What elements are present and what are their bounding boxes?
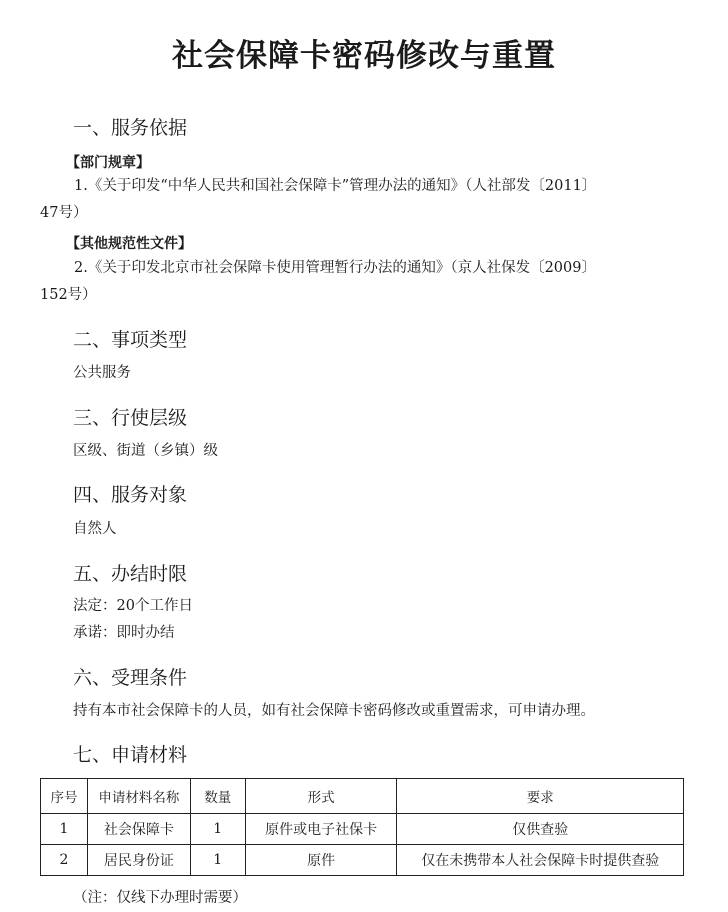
time-limit-statutory: 法定：20个工作日 (73, 598, 193, 614)
basis-item-1-line-2: 47号） (40, 205, 88, 221)
section-heading-basis: 一、服务依据 (73, 117, 188, 139)
time-limit-promised: 承诺：即时办结 (73, 625, 175, 641)
cell-material-name: 居民身份证 (87, 845, 190, 876)
cell-form: 原件或电子社保卡 (245, 814, 397, 845)
section-heading-type: 二、事项类型 (73, 329, 188, 351)
column-header-form: 形式 (245, 779, 397, 814)
materials-note: （注：仅线下办理时需要） (73, 890, 247, 906)
group-label-regulations: 【部门规章】 (66, 155, 150, 171)
cell-material-name: 社会保障卡 (87, 814, 190, 845)
section-heading-conditions: 六、受理条件 (73, 667, 188, 689)
basis-item-1 (40, 173, 688, 227)
basis-item-1-line-1: 1.《关于印发“中华人民共和国社会保障卡”管理办法的通知》（人社部发〔2011〕 (74, 178, 597, 194)
section-heading-level: 三、行使层级 (73, 407, 188, 429)
cell-index: 1 (41, 814, 88, 845)
basis-item-2 (40, 255, 688, 309)
basis-item-2-line-2: 152号） (40, 287, 97, 303)
table-row (41, 814, 684, 845)
group-label-other-documents: 【其他规范性文件】 (66, 236, 192, 252)
table-row (41, 845, 684, 876)
conditions-value: 持有本市社会保障卡的人员，如有社会保障卡密码修改或重置需求，可申请办理。 (73, 703, 595, 719)
cell-quantity: 1 (190, 814, 245, 845)
cell-form: 原件 (245, 845, 397, 876)
cell-index: 2 (41, 845, 88, 876)
section-heading-time-limit: 五、办结时限 (73, 563, 188, 585)
materials-table (40, 778, 684, 876)
cell-requirement: 仅在未携带本人社会保障卡时提供查验 (397, 845, 684, 876)
table-header-row (41, 779, 684, 814)
column-header-quantity: 数量 (190, 779, 245, 814)
section-heading-materials: 七、申请材料 (73, 744, 188, 766)
column-header-index: 序号 (41, 779, 88, 814)
page-title: 社会保障卡密码修改与重置 (172, 38, 556, 74)
column-header-requirement: 要求 (397, 779, 684, 814)
basis-item-2-line-1: 2.《关于印发北京市社会保障卡使用管理暂行办法的通知》（京人社保发〔2009〕 (74, 260, 596, 276)
target-value: 自然人 (73, 521, 117, 537)
column-header-material-name: 申请材料名称 (87, 779, 190, 814)
type-value: 公共服务 (73, 365, 131, 381)
cell-quantity: 1 (190, 845, 245, 876)
section-heading-target: 四、服务对象 (73, 484, 188, 506)
level-value: 区级、街道（乡镇）级 (73, 443, 218, 459)
cell-requirement: 仅供查验 (397, 814, 684, 845)
